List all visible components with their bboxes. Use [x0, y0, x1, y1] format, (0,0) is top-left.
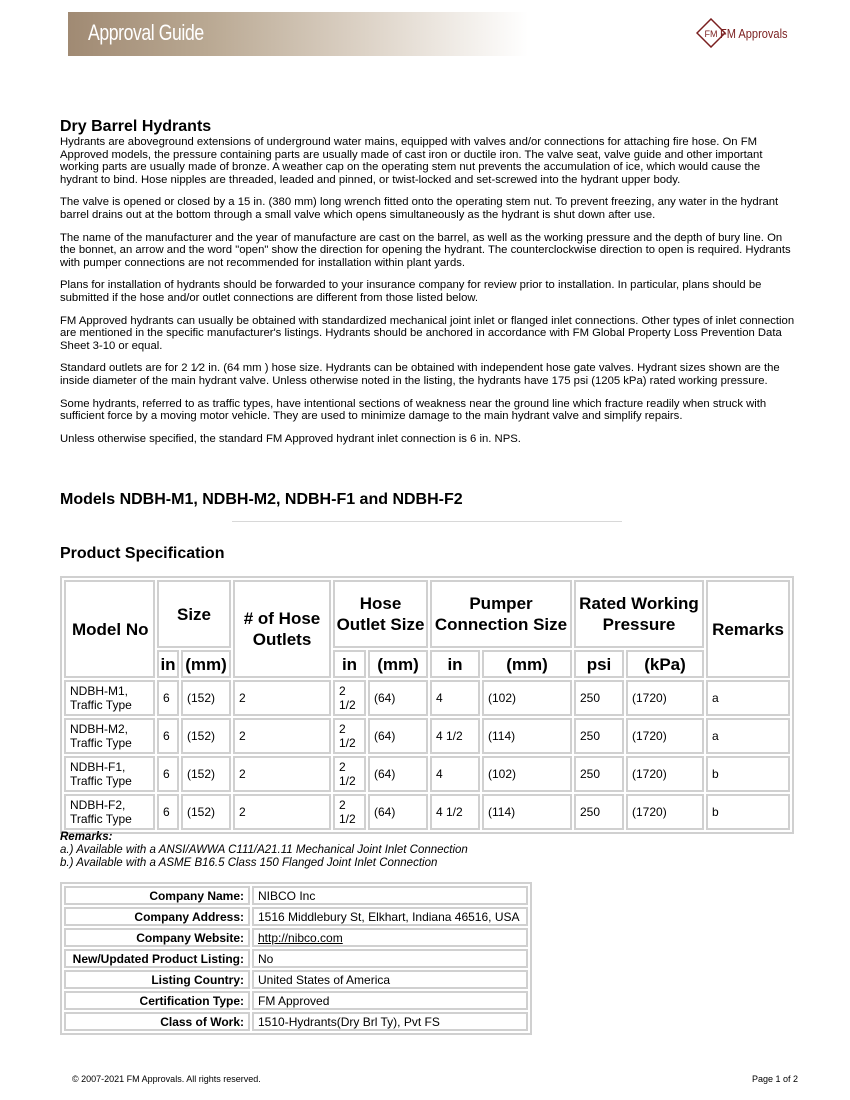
intro-paragraph: Plans for installation of hydrants should be forwarded to your insurance company for review prior to installation. In particular, plans should be submitted if the hose and/or outlet connections are different from those listed below.	[60, 279, 762, 304]
cell-hose-mm: (64)	[368, 794, 428, 830]
cell-psi: 250	[574, 756, 624, 792]
spec-title: Product Specification	[60, 545, 225, 562]
header-hose-outlet-size: Hose Outlet Size	[333, 580, 428, 648]
company-website-link[interactable]: http://nibco.com	[258, 930, 343, 945]
cell-pumper-in: 4 1/2	[430, 718, 480, 754]
subheader-psi: psi	[574, 650, 624, 678]
logo-text: FM Approvals	[720, 26, 788, 41]
cell-pumper-in: 4	[430, 680, 480, 716]
table-row	[64, 680, 790, 716]
cell-kpa: (1720)	[626, 680, 704, 716]
cell-model: NDBH-M1, Traffic Type	[64, 680, 155, 716]
info-row	[64, 970, 528, 989]
info-label: Listing Country:	[64, 970, 250, 989]
header-pumper-connection-size: Pumper Connection Size	[430, 580, 572, 648]
cell-kpa: (1720)	[626, 756, 704, 792]
cell-model: NDBH-F1, Traffic Type	[64, 756, 155, 792]
cell-pumper-in: 4	[430, 756, 480, 792]
subheader-mm: (mm)	[482, 650, 572, 678]
subheader-mm: (mm)	[181, 650, 231, 678]
subheader-in: in	[430, 650, 480, 678]
spec-table	[60, 576, 794, 834]
cell-model: NDBH-M2, Traffic Type	[64, 718, 155, 754]
info-label: Company Address:	[64, 907, 250, 926]
footer-copyright: © 2007-2021 FM Approvals. All rights reserved.	[72, 1074, 261, 1084]
cell-pumper-mm: (102)	[482, 756, 572, 792]
cell-psi: 250	[574, 794, 624, 830]
subheader-in: in	[333, 650, 366, 678]
cell-model: NDBH-F2, Traffic Type	[64, 794, 155, 830]
cell-remark: a	[706, 680, 790, 716]
cell-size-mm: (152)	[181, 680, 231, 716]
info-value: 1510-Hydrants(Dry Brl Ty), Pvt FS	[252, 1012, 528, 1031]
header-hose-outlets: # of Hose Outlets	[233, 580, 331, 678]
cell-size-in: 6	[157, 680, 179, 716]
header-banner	[68, 12, 528, 56]
intro-paragraph: Hydrants are aboveground extensions of underground water mains, equipped with valves and/or connections for attaching fire hose. On FM Approved models, the pressure containing parts are usually made of cast iron or ductile iron. The valve seat, valve guide and other important working parts are usually made of bronze. A weather cap on the operating stem nut prevents the accumulation of ice, which would cause the hydrant to bind. Hose nipples are threaded, leaded and pinned, or twist-locked and set-screwed into the hydrant upper body.	[60, 136, 763, 186]
section-title: Dry Barrel Hydrants	[60, 118, 212, 135]
footer-page-number: Page 1 of 2	[751, 1074, 798, 1084]
cell-pumper-in: 4 1/2	[430, 794, 480, 830]
cell-remark: b	[706, 794, 790, 830]
cell-size-mm: (152)	[181, 718, 231, 754]
cell-size-in: 6	[157, 718, 179, 754]
header-model-no: Model No	[64, 580, 155, 678]
cell-outlets: 2	[233, 794, 331, 830]
remark-item: a.) Available with a ANSI/AWWA C111/A21.11 Mechanical Joint Inlet Connection	[60, 844, 468, 856]
info-row	[64, 928, 528, 947]
table-row	[64, 756, 790, 792]
cell-outlets: 2	[233, 680, 331, 716]
info-label: Company Name:	[64, 886, 250, 905]
cell-pumper-mm: (102)	[482, 680, 572, 716]
intro-text	[60, 136, 796, 455]
header-remarks: Remarks	[706, 580, 790, 678]
intro-paragraph: FM Approved hydrants can usually be obtained with standardized mechanical joint inlet or flanged inlet connections. Other types of inlet connection are mentioned in the specific manufacturer's listings. Hydrants should be anchored in accordance with FM Global Property Loss Prevention Data Sheet 3-10 or equal.	[60, 314, 795, 352]
info-label: Class of Work:	[64, 1012, 250, 1031]
info-row	[64, 949, 528, 968]
subheader-kpa: (kPa)	[626, 650, 704, 678]
cell-kpa: (1720)	[626, 718, 704, 754]
info-row	[64, 886, 528, 905]
info-label: New/Updated Product Listing:	[64, 949, 250, 968]
subheader-in: in	[157, 650, 179, 678]
info-value: United States of America	[252, 970, 528, 989]
cell-hose-in: 2 1/2	[333, 756, 366, 792]
table-row	[64, 794, 790, 830]
cell-pumper-mm: (114)	[482, 718, 572, 754]
remarks-block	[60, 831, 468, 870]
info-row	[64, 1012, 528, 1031]
info-label: Certification Type:	[64, 991, 250, 1010]
logo-mark-text: FM	[704, 29, 718, 39]
fm-approvals-logo	[694, 18, 794, 50]
cell-psi: 250	[574, 718, 624, 754]
cell-pumper-mm: (114)	[482, 794, 572, 830]
company-info-table	[60, 882, 532, 1035]
cell-hose-in: 2 1/2	[333, 794, 366, 830]
intro-paragraph: Standard outlets are for 2 1⁄2 in. (64 mm ) hose size. Hydrants can be obtained with independent hose gate valves. Hydrant sizes shown are the inside diameter of the main hydrant valve. Unless otherwise noted in the listing, the hydrants have 175 psi (1205 kPa) rated working pressure.	[60, 362, 780, 387]
cell-hose-mm: (64)	[368, 718, 428, 754]
models-title: Models NDBH-M1, NDBH-M2, NDBH-F1 and NDBH-F2	[60, 491, 463, 508]
cell-size-mm: (152)	[181, 756, 231, 792]
info-value: NIBCO Inc	[252, 886, 528, 905]
cell-remark: b	[706, 756, 790, 792]
info-row	[64, 991, 528, 1010]
remark-item: b.) Available with a ASME B16.5 Class 150 Flanged Joint Inlet Connection	[60, 857, 438, 869]
info-row	[64, 907, 528, 926]
cell-hose-in: 2 1/2	[333, 680, 366, 716]
divider	[232, 521, 622, 522]
cell-hose-mm: (64)	[368, 680, 428, 716]
remarks-heading: Remarks:	[60, 831, 113, 843]
cell-kpa: (1720)	[626, 794, 704, 830]
header-rated-working-pressure: Rated Working Pressure	[574, 580, 704, 648]
info-value: No	[252, 949, 528, 968]
cell-psi: 250	[574, 680, 624, 716]
header-size: Size	[157, 580, 231, 648]
intro-paragraph: The valve is opened or closed by a 15 in. (380 mm) long wrench fitted onto the operating stem nut. To prevent freezing, any water in the hydrant barrel drains out at the bottom through a small valve which opens simultaneously as the hydrant is shut down after use.	[60, 196, 779, 221]
cell-outlets: 2	[233, 756, 331, 792]
info-label: Company Website:	[64, 928, 250, 947]
intro-paragraph: The name of the manufacturer and the year of manufacture are cast on the barrel, as well as the working pressure and the depth of bury line. On the bonnet, an arrow and the word "open" show the direction for opening the hydrant. The counterclockwise direction to open is required. Hydrants with pumper connections are not recommended for installation within plant yards.	[60, 231, 791, 269]
subheader-mm: (mm)	[368, 650, 428, 678]
banner-title: Approval Guide	[88, 20, 204, 45]
cell-outlets: 2	[233, 718, 331, 754]
table-row	[64, 718, 790, 754]
cell-hose-mm: (64)	[368, 756, 428, 792]
cell-size-in: 6	[157, 794, 179, 830]
info-value: 1516 Middlebury St, Elkhart, Indiana 46516, USA	[252, 907, 528, 926]
intro-paragraph: Unless otherwise specified, the standard FM Approved hydrant inlet connection is 6 in. NPS.	[60, 432, 521, 445]
cell-hose-in: 2 1/2	[333, 718, 366, 754]
cell-size-in: 6	[157, 756, 179, 792]
cell-size-mm: (152)	[181, 794, 231, 830]
intro-paragraph: Some hydrants, referred to as traffic types, have intentional sections of weakness near the ground line which fracture readily when struck with sufficient force by a moving motor vehicle. They are used to minimize damage to the main hydrant valve and simplify repairs.	[60, 397, 767, 423]
info-value	[252, 928, 528, 947]
info-value: FM Approved	[252, 991, 528, 1010]
cell-remark: a	[706, 718, 790, 754]
